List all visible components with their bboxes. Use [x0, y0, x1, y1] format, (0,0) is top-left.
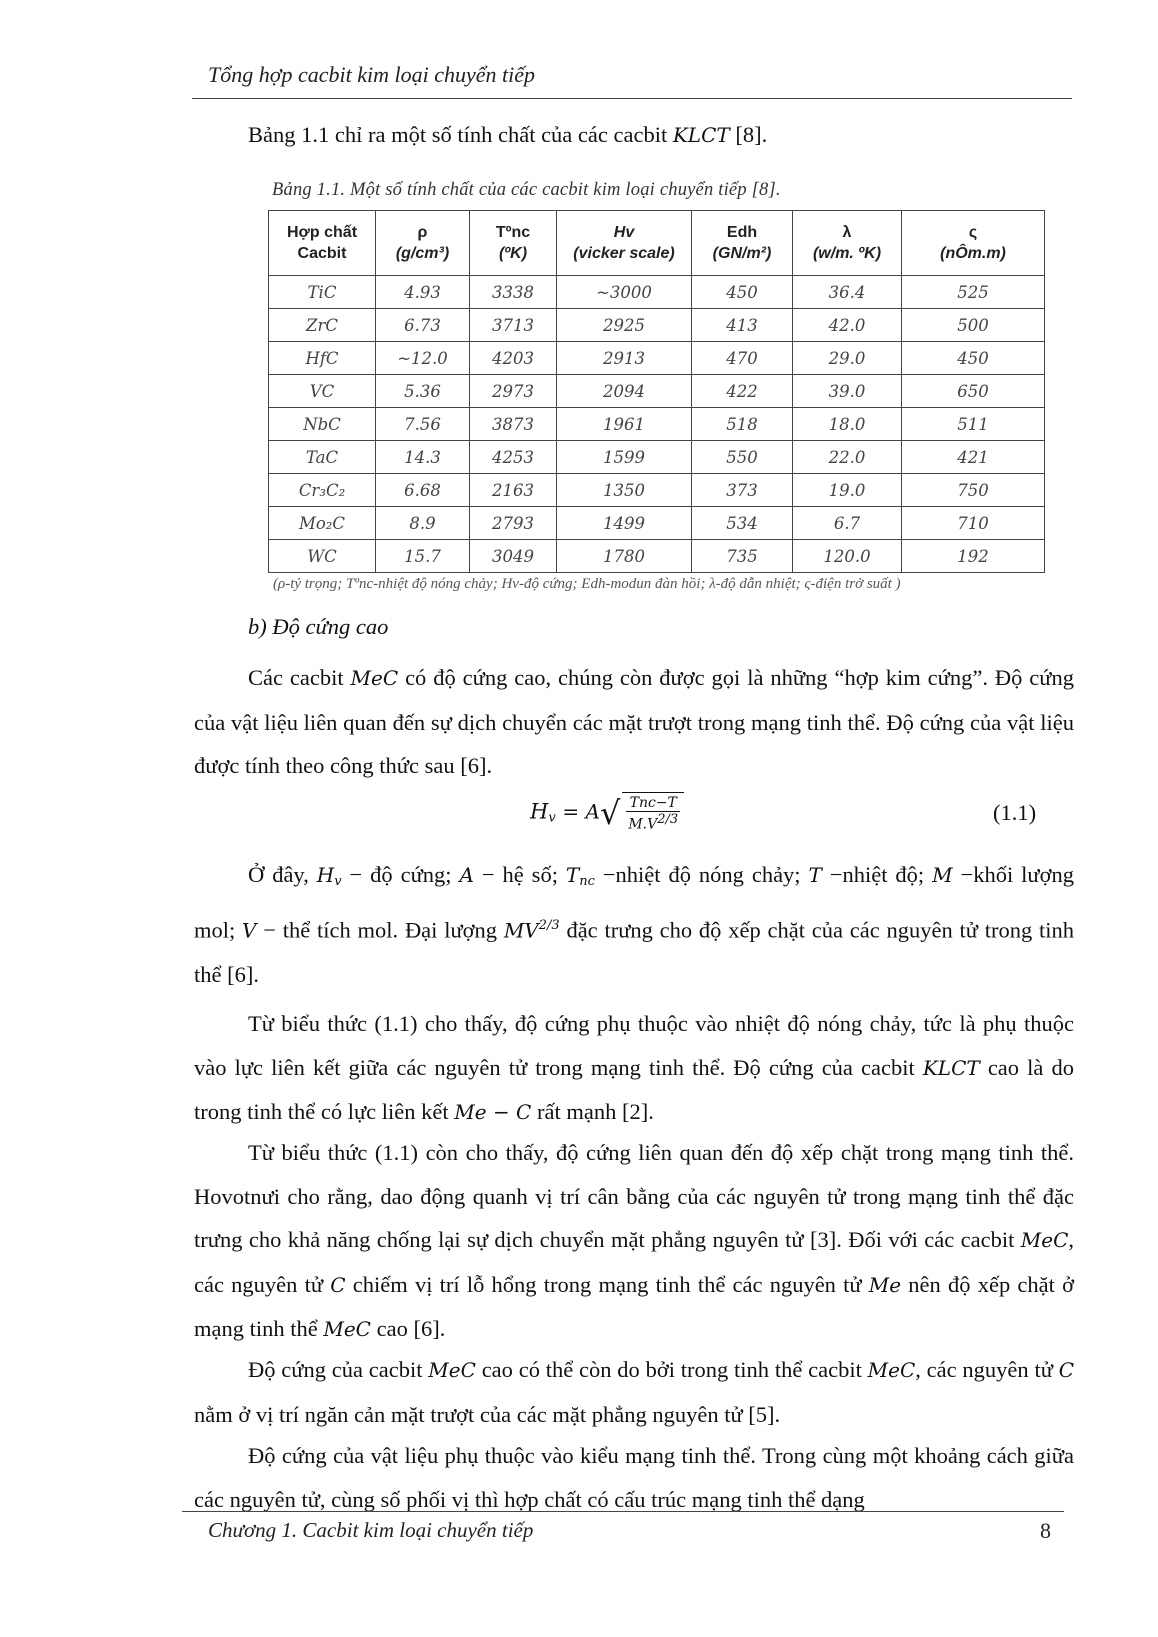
table-cell: 5.36 [376, 375, 470, 408]
table-cell: 6.73 [376, 309, 470, 342]
paragraph-4: Từ biểu thức (1.1) còn cho thấy, độ cứng liên quan đến độ xếp chặt trong mạng tinh thể. Hovotnưi cho rằng, dao động quanh vị trí cân bằng của các nguyên tử trong mạng tinh thể đặc trưng cho khả năng chống lại sự dịch chuyển mặt phẳng nguyên tử [3]. Đối với các cacbit MeC, các nguyên tử C chiếm vị trí lỗ hổng trong mạng tinh thể các nguyên tử Me nên độ xếp chặt ở mạng tinh thể MeC cao [6]. [194, 1140, 1074, 1341]
table-cell: 1961 [557, 408, 692, 441]
table-row [269, 474, 1045, 507]
table-cell: 1499 [557, 507, 692, 540]
table-cell: 450 [902, 342, 1045, 375]
table-cell: 2094 [557, 375, 692, 408]
running-header: Tổng hợp cacbit kim loại chuyển tiếp [208, 62, 536, 87]
table-cell: TaC [269, 441, 376, 474]
table-caption: Bảng 1.1. Một số tính chất của các cacbit kim loại chuyển tiếp [8]. [272, 180, 781, 200]
table-cell: 6.7 [793, 507, 902, 540]
table-cell: 29.0 [793, 342, 902, 375]
table-cell: 470 [692, 342, 793, 375]
header-resistivity: ς (nÔm.m) [902, 211, 1045, 276]
table-cell: 518 [692, 408, 793, 441]
table-cell: 2163 [470, 474, 557, 507]
paragraph-3: Từ biểu thức (1.1) cho thấy, độ cứng phụ thuộc vào nhiệt độ nóng chảy, tức là phụ thuộc vào lực liên kết giữa các nguyên tử trong mạng tinh thể. Độ cứng của cacbit KLCT cao là do trong tinh thể có lực liên kết Me − C rất mạnh [2]. [194, 1011, 1074, 1124]
table-cell: 19.0 [793, 474, 902, 507]
header-hardness: Hv (vicker scale) [557, 211, 692, 276]
section-heading: b) Độ cứng cao [248, 614, 389, 639]
table-row [269, 408, 1045, 441]
paragraph-1: Các cacbit MeC có độ cứng cao, chúng còn được gọi là những “hợp kim cứng”. Độ cứng của vật liệu liên quan đến sự dịch chuyển các mặt trượt trong mạng tinh thể. Độ cứng của vật liệu được tính theo công thức sau [6]. [194, 665, 1074, 778]
table-cell: 750 [902, 474, 1045, 507]
table-cell: 2913 [557, 342, 692, 375]
math-klct: KLCT [672, 123, 730, 147]
header-melting-point: Tºnc (ºK) [470, 211, 557, 276]
table-cell: 373 [692, 474, 793, 507]
table-cell: 120.0 [793, 540, 902, 573]
header-elastic-modulus: Edh (GN/m²) [692, 211, 793, 276]
table-cell: 14.3 [376, 441, 470, 474]
table-header-row [269, 211, 1045, 276]
table-footnote: (ρ-tỷ trọng; Tºnc-nhiệt độ nóng chảy; Hv-độ cứng; Edh-modun đàn hồi; λ-độ dẫn nhiệt; ς-điện trở suất ) [273, 576, 901, 592]
table-cell: 500 [902, 309, 1045, 342]
table-cell: 450 [692, 276, 793, 309]
table-row [269, 309, 1045, 342]
table-cell: VC [269, 375, 376, 408]
paragraph-6: Độ cứng của vật liệu phụ thuộc vào kiểu mạng tinh thể. Trong cùng một khoảng cách giữa các nguyên tử, cùng số phối vị thì hợp chất có cấu trúc mạng tinh thể dạng [194, 1443, 1074, 1512]
table-cell: ~3000 [557, 276, 692, 309]
table-cell: 4253 [470, 441, 557, 474]
table-cell: 3873 [470, 408, 557, 441]
table-row [269, 441, 1045, 474]
table-cell: 534 [692, 507, 793, 540]
table-cell: 1780 [557, 540, 692, 573]
header-compound: Hợp chất Cacbit [269, 211, 376, 276]
paragraph-2: Ở đây, $H_v$ − độ cứng; A − hệ số; $T_{nc}$ −nhiệt độ nóng chảy; T −nhiệt độ; M −khối lượng mol; V − thể tích mol. Đại lượng $MV^{2/3}$ đặc trưng cho độ xếp chặt của các nguyên tử trong tinh thể [6]. [194, 862, 1074, 987]
table-cell: 39.0 [793, 375, 902, 408]
intro-sentence [248, 122, 1078, 148]
table-cell: 1350 [557, 474, 692, 507]
table-cell: 1599 [557, 441, 692, 474]
table-cell: Cr₃C₂ [269, 474, 376, 507]
math-mec: MeC [350, 666, 399, 690]
equation-number: (1.1) [993, 800, 1037, 825]
table-cell: 3713 [470, 309, 557, 342]
properties-table [268, 210, 1045, 573]
table-cell: 22.0 [793, 441, 902, 474]
table-cell: 36.4 [793, 276, 902, 309]
table-cell: 192 [902, 540, 1045, 573]
table-cell: 550 [692, 441, 793, 474]
header-density: ρ (g/cm³) [376, 211, 470, 276]
table-row [269, 540, 1045, 573]
table-row [269, 375, 1045, 408]
table-cell: 421 [902, 441, 1045, 474]
chapter-footer: Chương 1. Cacbit kim loại chuyển tiếp [208, 1518, 534, 1542]
table-cell: 42.0 [793, 309, 902, 342]
table-cell: HfC [269, 342, 376, 375]
table-cell: 8.9 [376, 507, 470, 540]
intro-text: Bảng 1.1 chỉ ra một số tính chất của các cacbit [248, 122, 673, 147]
table-cell: ZrC [269, 309, 376, 342]
table-cell: 422 [692, 375, 793, 408]
intro-ref: [8]. [729, 122, 768, 147]
table-row [269, 507, 1045, 540]
table-row [269, 276, 1045, 309]
table-cell: 710 [902, 507, 1045, 540]
table-cell: 650 [902, 375, 1045, 408]
header-rule [192, 98, 1072, 99]
page-number: 8 [1040, 1518, 1051, 1543]
table-cell: 7.56 [376, 408, 470, 441]
table-cell: 511 [902, 408, 1045, 441]
table-cell: 525 [902, 276, 1045, 309]
hardness-formula: $H_v = A√$ $\frac{\text{Tnc−T}}{M.V^{2/3}}$ [530, 792, 684, 834]
table-cell: 4.93 [376, 276, 470, 309]
header-thermal-conductivity: λ (w/m. ºK) [793, 211, 902, 276]
table-cell: Mo₂C [269, 507, 376, 540]
table-cell: 413 [692, 309, 793, 342]
table-cell: TiC [269, 276, 376, 309]
paragraph-5: Độ cứng của cacbit MeC cao có thể còn do bởi trong tinh thể cacbit MeC, các nguyên tử C nằm ở vị trí ngăn cản mặt trượt của các mặt phẳng nguyên tử [5]. [194, 1357, 1074, 1427]
table-cell: 18.0 [793, 408, 902, 441]
table-cell: 4203 [470, 342, 557, 375]
table-cell: ~12.0 [376, 342, 470, 375]
table-cell: NbC [269, 408, 376, 441]
formula-fraction: $\frac{\text{Tnc−T}}{M.V^{2/3}}$ [628, 795, 679, 833]
table-cell: 15.7 [376, 540, 470, 573]
table-cell: 2793 [470, 507, 557, 540]
table-cell: 3049 [470, 540, 557, 573]
table-cell: 6.68 [376, 474, 470, 507]
table-cell: 735 [692, 540, 793, 573]
table-cell: 3338 [470, 276, 557, 309]
table-row [269, 342, 1045, 375]
table-cell: 2925 [557, 309, 692, 342]
footer-rule [182, 1511, 1064, 1512]
table-cell: 2973 [470, 375, 557, 408]
table-cell: WC [269, 540, 376, 573]
